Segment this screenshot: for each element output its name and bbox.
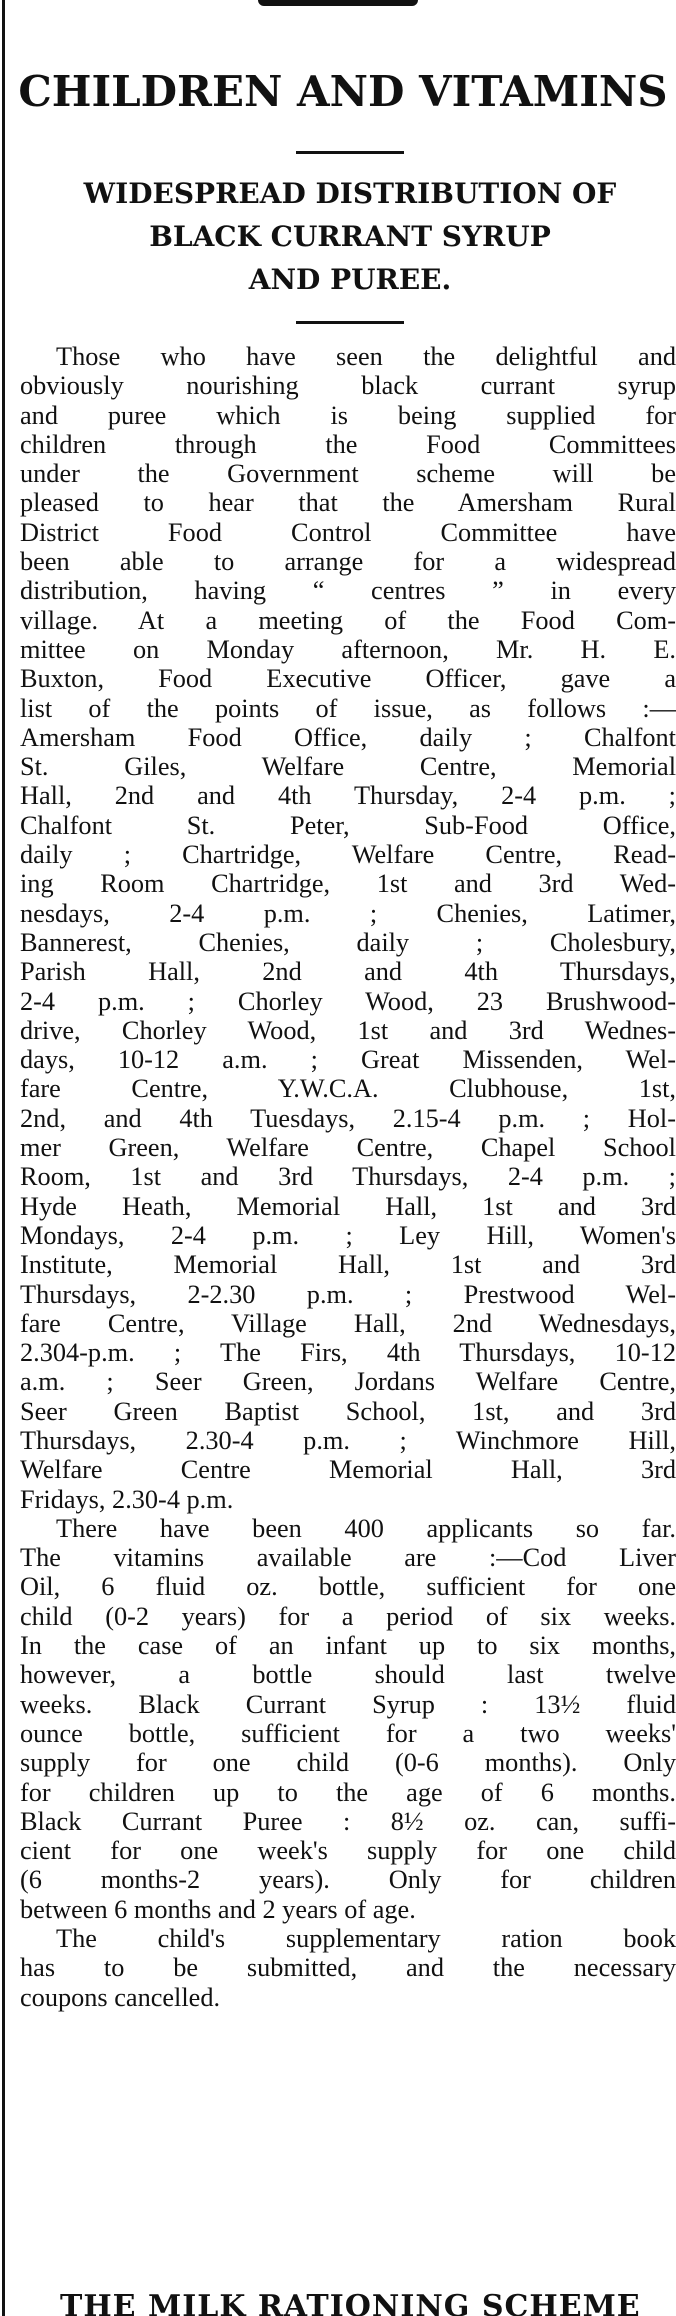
text-line: fare Centre, Village Hall, 2nd Wednesdays, <box>20 1308 676 1338</box>
text-line: 2nd, and 4th Tuesdays, 2.15-4 p.m. ; Hol- <box>20 1103 676 1133</box>
article-paragraph <box>20 1514 676 1924</box>
text-line: drive, Chorley Wood, 1st and 3rd Wednes- <box>20 1015 676 1045</box>
text-line: Fridays, 2.30-4 p.m. <box>20 1484 234 1514</box>
text-line: children through the Food Committees <box>20 429 676 459</box>
article-paragraph <box>20 342 676 1514</box>
text-line: In the case of an infant up to six months, <box>20 1631 676 1661</box>
text-line: days, 10-12 a.m. ; Great Missenden, Wel- <box>20 1045 676 1075</box>
text-line: mer Green, Welfare Centre, Chapel School <box>20 1133 676 1163</box>
text-line: Buxton, Food Executive Officer, gave a <box>20 664 676 694</box>
text-line: Thursdays, 2-2.30 p.m. ; Prestwood Wel- <box>20 1279 676 1309</box>
text-line: for children up to the age of 6 months. <box>20 1777 676 1807</box>
article-paragraph <box>20 1924 676 2012</box>
article-subheadline <box>40 172 660 301</box>
text-line: 2.304-p.m. ; The Firs, 4th Thursdays, 10-12 <box>20 1338 676 1368</box>
text-line: ounce bottle, sufficient for a two weeks' <box>20 1718 676 1748</box>
text-line: Thursdays, 2.30-4 p.m. ; Winchmore Hill, <box>20 1425 676 1455</box>
article-headline: CHILDREN AND VITAMINS <box>18 67 668 116</box>
text-line: between 6 months and 2 years of age. <box>20 1894 416 1924</box>
text-line: distribution, having “ centres ” in every <box>20 576 676 606</box>
text-line: Black Currant Puree : 8½ oz. can, suffi- <box>20 1806 676 1836</box>
text-line: The child's supplementary ration book <box>56 1924 676 1954</box>
subheadline-line: WIDESPREAD DISTRIBUTION OF <box>83 177 617 210</box>
text-line: Amersham Food Office, daily ; Chalfont <box>20 722 676 752</box>
text-line: mittee on Monday afternoon, Mr. H. E. <box>20 634 676 664</box>
text-line: Oil, 6 fluid oz. bottle, sufficient for one <box>20 1572 676 1602</box>
text-line: child (0-2 years) for a period of six weeks. <box>20 1601 676 1631</box>
text-line: supply for one child (0-6 months). Only <box>20 1748 676 1778</box>
text-line: Parish Hall, 2nd and 4th Thursdays, <box>20 957 676 987</box>
subheadline-divider <box>296 321 404 324</box>
text-line: daily ; Chartridge, Welfare Centre, Read- <box>20 840 676 870</box>
text-line: (6 months-2 years). Only for children <box>20 1865 676 1895</box>
text-line: pleased to hear that the Amersham Rural <box>20 488 676 518</box>
text-line: list of the points of issue, as follows :— <box>20 693 676 723</box>
text-line: St. Giles, Welfare Centre, Memorial <box>20 752 676 782</box>
subheadline-line: BLACK CURRANT SYRUP <box>149 220 551 253</box>
text-line: 2-4 p.m. ; Chorley Wood, 23 Brushwood- <box>20 986 676 1016</box>
next-article-headline: THE MILK RATIONING SCHEME <box>60 2289 641 2316</box>
text-line: however, a bottle should last twelve <box>20 1660 676 1690</box>
text-line: Chalfont St. Peter, Sub-Food Office, <box>20 810 676 840</box>
text-line: Welfare Centre Memorial Hall, 3rd <box>20 1455 676 1485</box>
text-line: Mondays, 2-4 p.m. ; Ley Hill, Women's <box>20 1220 676 1250</box>
text-line: Hall, 2nd and 4th Thursday, 2-4 p.m. ; <box>20 781 676 811</box>
headline-divider <box>296 151 404 154</box>
text-line: been able to arrange for a widespread <box>20 547 676 577</box>
text-line: ing Room Chartridge, 1st and 3rd Wed- <box>20 869 676 899</box>
text-line: a.m. ; Seer Green, Jordans Welfare Centre, <box>20 1367 676 1397</box>
text-line: village. At a meeting of the Food Com- <box>20 605 676 635</box>
text-line: The vitamins available are :—Cod Liver <box>20 1543 676 1573</box>
text-line: coupons cancelled. <box>20 1982 221 2012</box>
text-line: Bannerest, Chenies, daily ; Cholesbury, <box>20 927 676 957</box>
text-line: Room, 1st and 3rd Thursdays, 2-4 p.m. ; <box>20 1162 676 1192</box>
text-line: District Food Control Committee have <box>20 517 676 547</box>
text-line: fare Centre, Y.W.C.A. Clubhouse, 1st, <box>20 1074 676 1104</box>
column-rule <box>2 0 5 2316</box>
text-line: has to be submitted, and the necessary <box>20 1953 676 1983</box>
subheadline-line: AND PUREE. <box>248 263 452 296</box>
top-divider <box>258 0 418 6</box>
text-line: nesdays, 2-4 p.m. ; Chenies, Latimer, <box>20 898 676 928</box>
article-body <box>20 342 676 2012</box>
text-line: and puree which is being supplied for <box>20 400 676 430</box>
text-line: obviously nourishing black currant syrup <box>20 371 676 401</box>
text-line: Institute, Memorial Hall, 1st and 3rd <box>20 1250 676 1280</box>
text-line: Hyde Heath, Memorial Hall, 1st and 3rd <box>20 1191 676 1221</box>
text-line: cient for one week's supply for one child <box>20 1836 676 1866</box>
text-line: weeks. Black Currant Syrup : 13½ fluid <box>20 1689 676 1719</box>
text-line: Seer Green Baptist School, 1st, and 3rd <box>20 1396 676 1426</box>
text-line: under the Government scheme will be <box>20 459 676 489</box>
text-line: There have been 400 applicants so far. <box>56 1513 676 1543</box>
text-line: Those who have seen the delightful and <box>56 342 676 371</box>
